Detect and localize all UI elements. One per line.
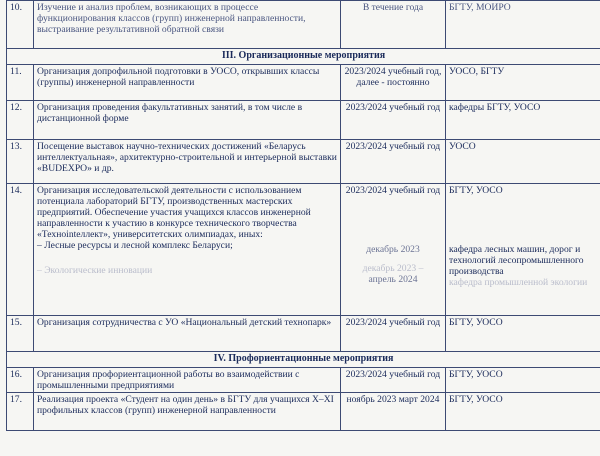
term-sub: апрель 2024 bbox=[368, 274, 418, 285]
table-row bbox=[7, 316, 600, 352]
activity-cell: Реализация проекта «Студент на один день» в БГТУ для учащихся X–XI профильных классов (групп) инженерной направленности bbox=[34, 393, 341, 431]
table-row bbox=[7, 140, 600, 184]
responsible-cell: кафедры БГТУ, УОСО bbox=[446, 101, 600, 140]
activity-text: Организация исследовательской деятельности с использованием потенциала лабораторий БГТУ, производственных мастерских предприятий. Обеспечение участия учащихся классов инженерной направленности к участию в конкурсе технического творчества «Технointеллект», университетских олимпиадах, иных: bbox=[37, 185, 311, 240]
section-header-row bbox=[7, 49, 600, 65]
activity-cell: Организация сотрудничества с УО «Национальный детский технопарк» bbox=[34, 316, 341, 352]
row-number: 15. bbox=[7, 316, 34, 352]
term-cell: 2023/2024 учебный год bbox=[341, 368, 446, 393]
table-row bbox=[7, 65, 600, 101]
activity-cell: Посещение выставок научно-технических достижений «Беларусь интеллектуальная», архитектурно-строительной и интерьерной выставки «BUDEXPO» и др. bbox=[34, 140, 341, 184]
activity-cell bbox=[34, 184, 341, 316]
row-number: 16. bbox=[7, 368, 34, 393]
term-cell: 2023/2024 учебный год bbox=[341, 316, 446, 352]
row-number: 10. bbox=[7, 1, 34, 49]
row-number: 13. bbox=[7, 140, 34, 184]
responsible-sub: кафедра лесных машин, дорог и технологий лесопромышленного производства bbox=[449, 244, 584, 277]
term-cell: 2023/2024 учебный год, далее - постоянно bbox=[341, 65, 446, 101]
term-cell: 2023/2024 учебный год bbox=[341, 140, 446, 184]
activity-cell: Организация допрофильной подготовки в УОСО, открывших классы (группы) инженерной направленности bbox=[34, 65, 341, 101]
term-sub: декабрь 2023 – bbox=[362, 263, 424, 274]
table-row bbox=[7, 393, 600, 431]
table-row bbox=[7, 184, 600, 316]
activity-cell: Изучение и анализ проблем, возникающих в процессе функционирования классов (групп) инженерной направленности, выстраивание результативной обратной связи bbox=[34, 1, 341, 49]
row-number: 12. bbox=[7, 101, 34, 140]
activity-cell: Организация профориентационной работы во взаимодействии с промышленными предприятиями bbox=[34, 368, 341, 393]
responsible-cell: УОСО bbox=[446, 140, 600, 184]
section-title: III. Организационные мероприятия bbox=[7, 49, 600, 65]
table-row bbox=[7, 1, 600, 49]
responsible-cell: УОСО, БГТУ bbox=[446, 65, 600, 101]
responsible-cell bbox=[446, 184, 600, 316]
responsible-cell: БГТУ, УОСО bbox=[446, 316, 600, 352]
section-title: IV. Профориентационные мероприятия bbox=[7, 352, 600, 368]
table-row bbox=[7, 101, 600, 140]
term-text: 2023/2024 учебный год bbox=[345, 185, 441, 196]
responsible-cell: БГТУ, МОИРО bbox=[446, 1, 600, 49]
responsible-text: БГТУ, УОСО bbox=[449, 185, 503, 196]
term-cell bbox=[341, 184, 446, 316]
row-number: 17. bbox=[7, 393, 34, 431]
activity-item-faint: – Экологические инновации bbox=[37, 265, 153, 276]
row-number: 14. bbox=[7, 184, 34, 316]
activity-cell: Организация проведения факультативных занятий, в том числе в дистанционной форме bbox=[34, 101, 341, 140]
activity-item: – Лесные ресурсы и лесной комплекс Беларуси; bbox=[37, 240, 233, 251]
term-sub: декабрь 2023 bbox=[366, 244, 420, 255]
row-number: 11. bbox=[7, 65, 34, 101]
responsible-sub: кафедра промышленной экологии bbox=[449, 277, 588, 288]
term-cell: 2023/2024 учебный год bbox=[341, 101, 446, 140]
section-header-row bbox=[7, 352, 600, 368]
term-cell: ноябрь 2023 март 2024 bbox=[341, 393, 446, 431]
responsible-cell: БГТУ, УОСО bbox=[446, 393, 600, 431]
responsible-cell: БГТУ, УОСО bbox=[446, 368, 600, 393]
term-cell: В течение года bbox=[341, 1, 446, 49]
table-row bbox=[7, 368, 600, 393]
plan-table bbox=[6, 0, 600, 431]
